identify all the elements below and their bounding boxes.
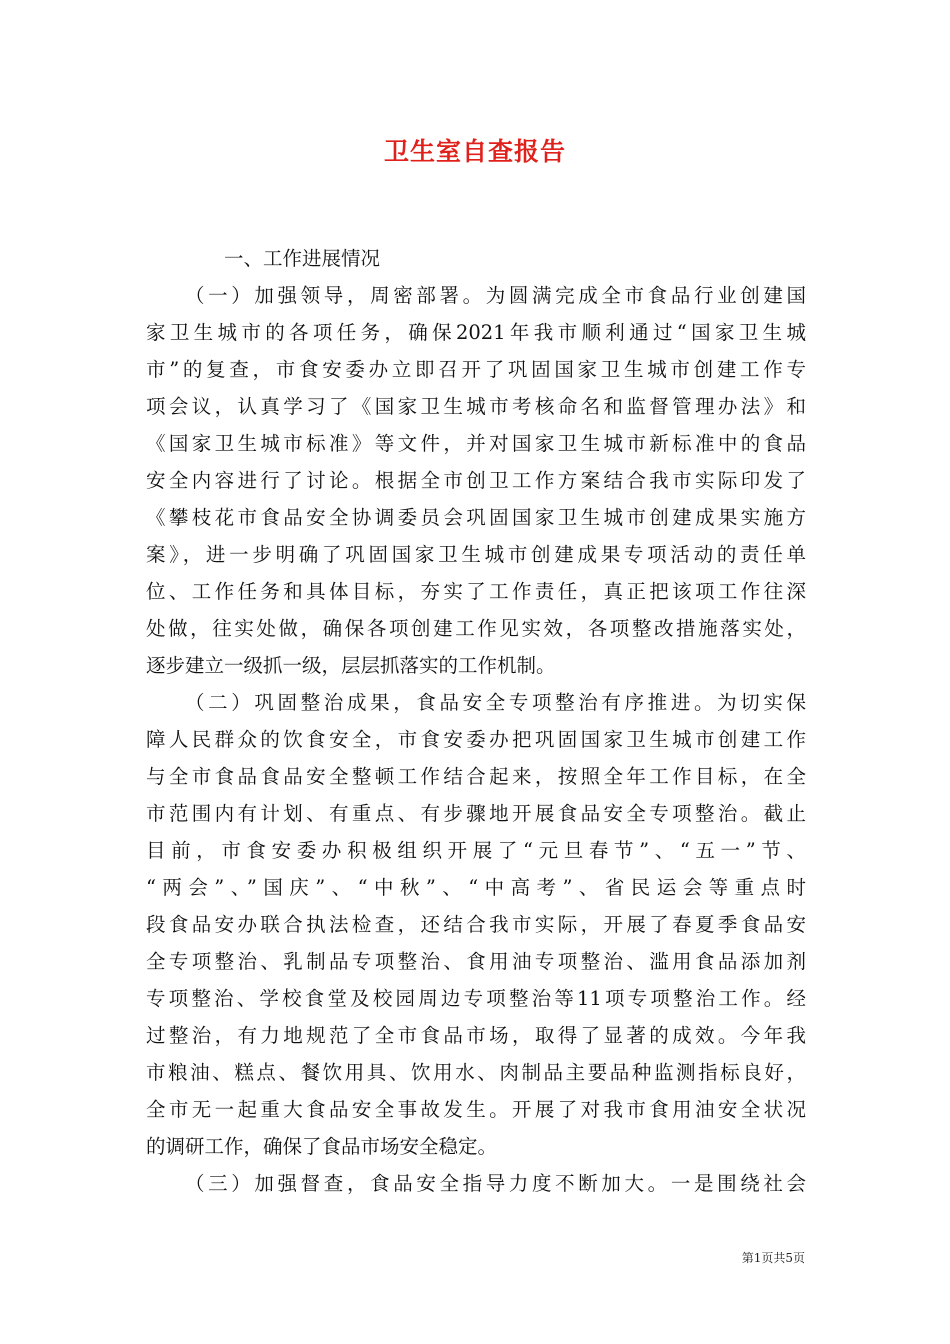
- paragraph-line: 家卫生城市的各项任务，确保2021年我市顺利通过“国家卫生城: [146, 321, 806, 344]
- paragraph-line: 位、工作任务和具体目标，夯实了工作责任，真正把该项工作往深: [146, 580, 806, 603]
- paragraph-line: 与全市食品食品安全整顿工作结合起来，按照全年工作目标，在全: [146, 765, 806, 788]
- paragraph-line: 处做，往实处做，确保各项创建工作见实效，各项整改措施落实处，: [146, 617, 806, 640]
- paragraph-line: （二）巩固整治成果，食品安全专项整治有序推进。为切实保: [185, 691, 806, 714]
- document-title: 卫生室自查报告: [383, 137, 566, 166]
- section-heading: 一、工作进展情况: [224, 247, 381, 270]
- paragraph-line: 全专项整治、乳制品专项整治、食用油专项整治、滥用食品添加剂: [146, 950, 806, 973]
- paragraph-line: 《攀枝花市食品安全协调委员会巩固国家卫生城市创建成果实施方: [146, 506, 806, 529]
- paragraph-line: “两会”、”国庆”、“中秋”、“中高考”、省民运会等重点时: [146, 876, 806, 899]
- paragraph-line: 过整治，有力地规范了全市食品市场，取得了显著的成效。今年我: [146, 1024, 806, 1047]
- paragraph-line: 目前，市食安委办积极组织开展了“元旦春节”、“五一”节、: [146, 839, 806, 862]
- paragraph-line: 安全内容进行了讨论。根据全市创卫工作方案结合我市实际印发了: [146, 469, 806, 492]
- paragraph-line: 障人民群众的饮食安全，市食安委办把巩固国家卫生城市创建工作: [146, 728, 806, 751]
- paragraph-line: 市”的复查，市食安委办立即召开了巩固国家卫生城市创建工作专: [146, 358, 806, 381]
- paragraph-line: 的调研工作，确保了食品市场安全稳定。: [146, 1135, 498, 1158]
- paragraph-line: 段食品安办联合执法检查，还结合我市实际，开展了春夏季食品安: [146, 913, 806, 936]
- paragraph-line: 市粮油、糕点、餐饮用具、饮用水、肉制品主要品种监测指标良好，: [146, 1061, 806, 1084]
- paragraph-line: （三）加强督查，食品安全指导力度不断加大。一是围绕社会: [185, 1172, 806, 1195]
- paragraph-line: 《国家卫生城市标准》等文件，并对国家卫生城市新标准中的食品: [146, 432, 806, 455]
- paragraph-line: 全市无一起重大食品安全事故发生。开展了对我市食用油安全状况: [146, 1098, 806, 1121]
- paragraph-line: 市范围内有计划、有重点、有步骤地开展食品安全专项整治。截止: [146, 802, 806, 825]
- paragraph-line: 项会议，认真学习了《国家卫生城市考核命名和监督管理办法》和: [146, 395, 806, 418]
- paragraph-line: （一）加强领导，周密部署。为圆满完成全市食品行业创建国: [185, 284, 806, 307]
- paragraph-line: 逐步建立一级抓一级，层层抓落实的工作机制。: [146, 654, 556, 677]
- page-number: 第1页共5页: [741, 1251, 805, 1265]
- document-body: [146, 240, 806, 1202]
- paragraph-line: 专项整治、学校食堂及校园周边专项整治等11项专项整治工作。经: [146, 987, 806, 1010]
- paragraph-line: 案》，进一步明确了巩固国家卫生城市创建成果专项活动的责任单: [146, 543, 806, 566]
